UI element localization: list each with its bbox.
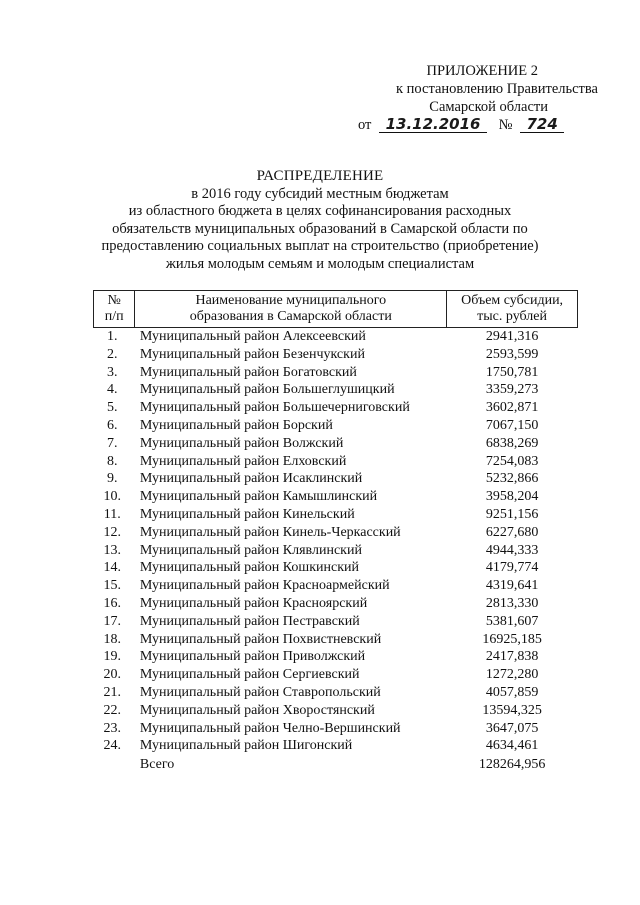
row-number: 11. [103,506,121,522]
title-line: в 2016 году субсидий местным бюджетам [191,185,449,202]
row-subsidy: 1750,781 [485,364,539,380]
row-subsidy: 6227,680 [485,524,539,540]
title-line: предоставлению социальных выплат на строительство (приобретение) [101,238,539,254]
appendix-decree: к постановлению Правительства [396,81,598,97]
header-subsidy [447,291,578,328]
table-row [94,364,578,382]
table-row [94,328,578,346]
row-number: 22. [103,702,121,718]
row-municipality: Муниципальный район Приволжский [139,649,366,665]
row-subsidy: 7067,150 [485,417,539,433]
row-subsidy: 13594,325 [482,702,542,718]
row-subsidy: 3958,204 [485,489,539,505]
row-subsidy: 2941,316 [485,329,539,344]
row-subsidy: 3602,871 [485,400,539,416]
total-row [94,755,578,774]
appendix-block [330,62,610,116]
row-municipality: Муниципальный район Елховский [139,453,347,469]
row-number: 12. [103,524,121,540]
row-municipality: Муниципальный район Большеглушицкий [139,382,395,398]
row-subsidy: 7254,083 [485,453,539,469]
header-number-line1: № [107,293,121,308]
row-municipality: Муниципальный район Хворостянский [139,702,375,718]
row-number: 8. [106,453,118,469]
row-number: 10. [103,489,121,505]
row-number: 24. [103,738,121,754]
row-subsidy: 2593,599 [485,346,539,362]
total-number-cell [94,755,135,774]
table-row [94,399,578,417]
header-subsidy-line2: тыс. рублей [477,309,547,324]
row-subsidy: 2417,838 [485,649,539,665]
table-row [94,631,578,649]
row-municipality: Муниципальный район Большечерниговский [139,400,410,416]
row-subsidy: 3647,075 [485,720,539,736]
row-subsidy: 9251,156 [485,506,539,522]
row-subsidy: 3359,273 [485,382,539,398]
row-subsidy: 16925,185 [482,631,542,647]
table-body [94,328,578,774]
table-row [94,453,578,471]
table-row [94,666,578,684]
table-row [94,417,578,435]
row-subsidy: 5381,607 [485,613,539,629]
header-subsidy-line1: Объем субсидии, [461,293,564,308]
appendix-region: Самарской области [429,99,548,115]
table-row [94,577,578,595]
row-municipality: Муниципальный район Похвистневский [139,631,382,647]
row-number: 5. [106,400,118,416]
header-number [94,291,135,328]
row-number: 23. [103,720,121,736]
row-number: 16. [103,595,121,611]
row-municipality: Муниципальный район Кинель-Черкасский [139,524,401,540]
row-number: 20. [103,667,121,683]
row-municipality: Муниципальный район Красноармейский [139,578,390,594]
row-subsidy: 5232,866 [485,471,539,487]
row-subsidy: 1272,280 [485,667,539,683]
row-municipality: Муниципальный район Кошкинский [139,560,359,576]
table-row [94,702,578,720]
table-row [94,524,578,542]
row-number: 14. [103,560,121,576]
table-row [94,435,578,453]
table-header-row [94,291,578,328]
row-municipality: Муниципальный район Исаклинский [139,471,363,487]
row-municipality: Муниципальный район Шигонский [139,738,353,754]
table-row [94,470,578,488]
table-row [94,381,578,399]
row-municipality: Муниципальный район Волжский [139,435,344,451]
table-row [94,346,578,364]
row-number: 21. [103,684,121,700]
row-subsidy: 2813,330 [485,595,539,611]
row-number: 19. [103,649,121,665]
row-subsidy: 4319,641 [485,578,539,594]
table-row [94,737,578,755]
header-municipality-line2: образования в Самарской области [189,309,392,324]
row-municipality: Муниципальный район Богатовский [139,364,357,380]
number-prefix: № [498,117,513,133]
row-number: 17. [103,613,121,629]
row-municipality: Муниципальный район Борский [139,417,333,433]
title-line: жилья молодым семьям и молодым специалистам [165,255,475,272]
table-row [94,595,578,613]
row-municipality: Муниципальный район Кинельский [139,506,355,522]
document-title [90,168,550,273]
table-row [94,613,578,631]
row-number: 3. [106,364,118,380]
row-municipality: Муниципальный район Красноярский [139,595,368,611]
title-line: обязательств муниципальных образований в Самарской области по [112,220,528,237]
table-row [94,488,578,506]
title-heading: РАСПРЕДЕЛЕНИЕ [256,168,384,184]
header-number-line2: п/п [104,309,124,324]
row-municipality: Муниципальный район Ставропольский [139,684,381,700]
total-value: 128264,956 [478,757,546,773]
table-row [94,720,578,738]
table-row [94,559,578,577]
row-number: 4. [106,382,118,398]
table-row [94,542,578,560]
row-subsidy: 6838,269 [485,435,539,451]
row-subsidy: 4179,774 [485,560,539,576]
row-subsidy: 4634,461 [485,738,539,754]
row-municipality: Муниципальный район Алексеевский [139,329,366,344]
row-number: 18. [103,631,121,647]
table-row [94,648,578,666]
decree-date-line [358,116,598,136]
decree-date: 13.12.2016 [379,116,487,133]
header-municipality [135,291,447,328]
header-municipality-line1: Наименование муниципального [195,293,387,308]
row-number: 6. [106,417,118,433]
row-number: 2. [106,346,118,362]
row-municipality: Муниципальный район Сергиевский [139,667,360,683]
row-number: 13. [103,542,121,558]
table-row [94,506,578,524]
row-number: 7. [106,435,118,451]
total-label: Всего [139,757,175,773]
row-number: 15. [103,578,121,594]
appendix-title: ПРИЛОЖЕНИЕ 2 [426,63,538,79]
row-number: 9. [106,471,118,487]
subsidy-table [93,290,578,774]
row-municipality: Муниципальный район Камышлинский [139,489,378,505]
title-line: из областного бюджета в целях софинансирования расходных [128,203,512,219]
date-prefix: от [358,117,372,133]
row-subsidy: 4057,859 [485,684,539,700]
row-municipality: Муниципальный район Челно-Вершинский [139,720,401,736]
row-municipality: Муниципальный район Пестравский [139,613,360,629]
row-subsidy: 4944,333 [485,542,539,558]
row-municipality: Муниципальный район Клявлинский [139,542,362,558]
row-number: 1. [106,329,118,344]
row-municipality: Муниципальный район Безенчукский [139,346,365,362]
decree-number: 724 [520,116,564,133]
table-row [94,684,578,702]
